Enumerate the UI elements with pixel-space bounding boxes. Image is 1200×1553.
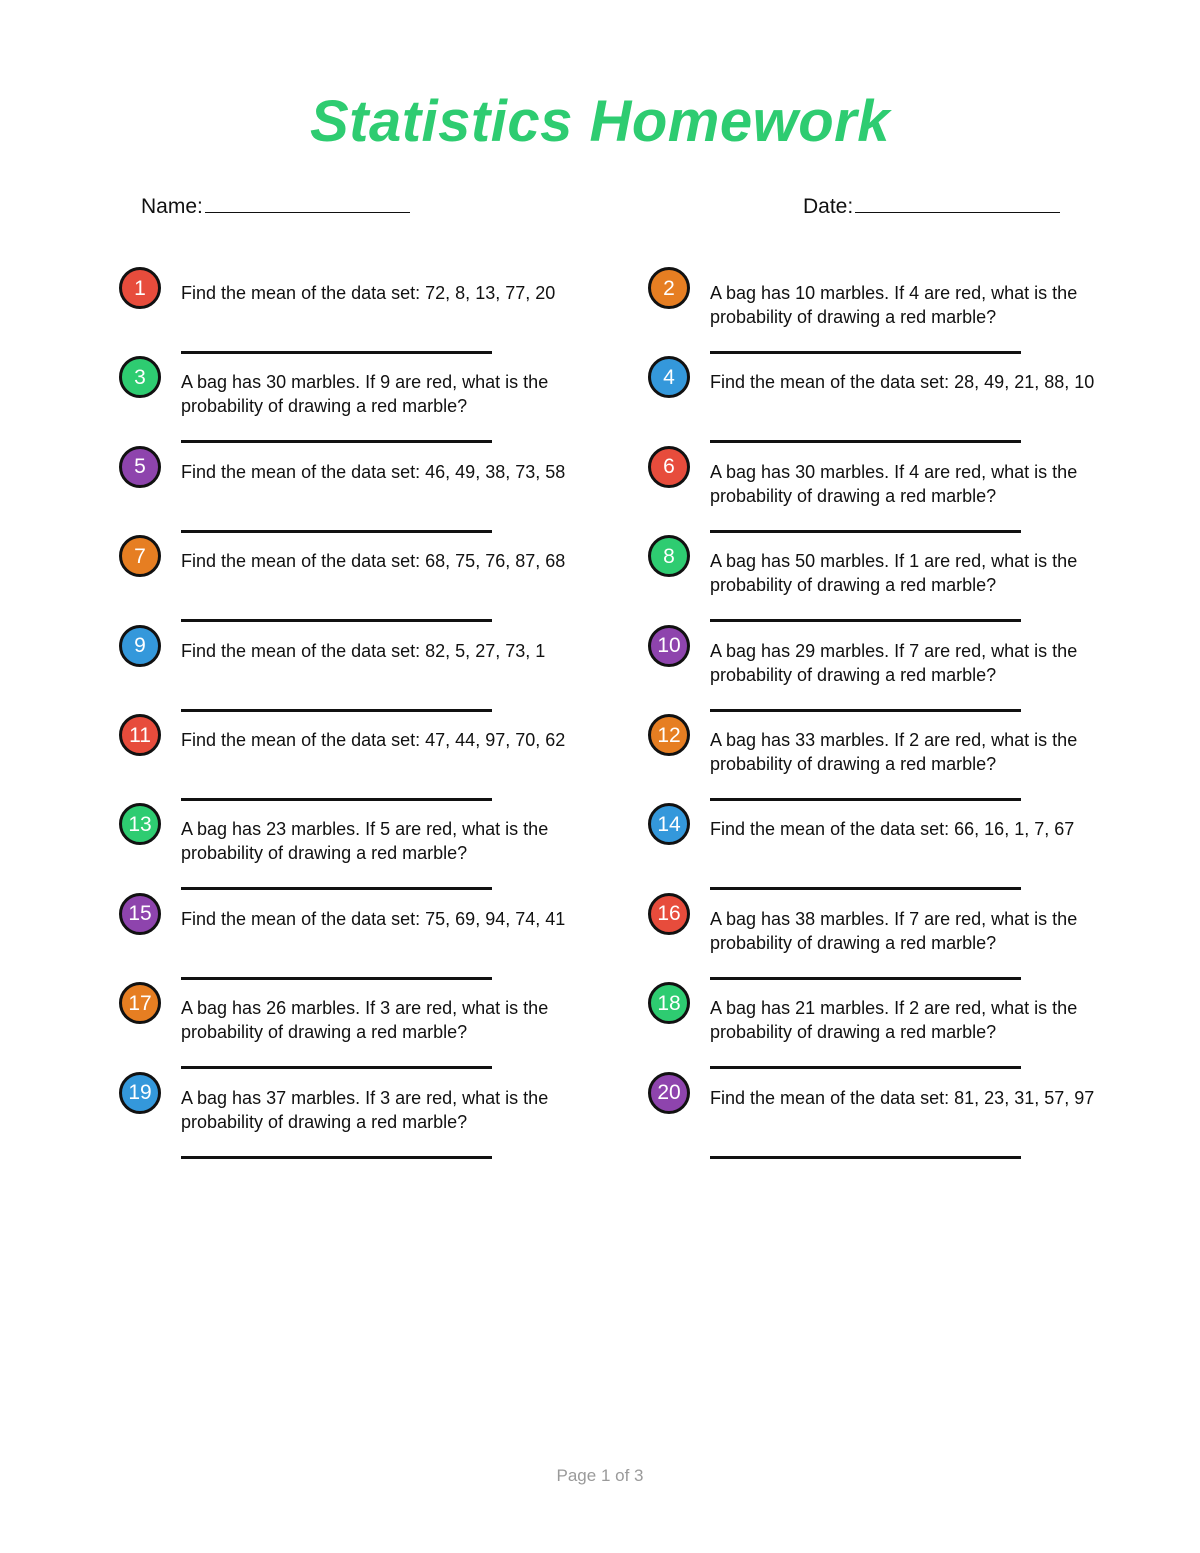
problem-item	[648, 446, 1118, 535]
problem-text: Find the mean of the data set: 68, 75, 76, 87, 68	[181, 551, 566, 572]
answer-line[interactable]	[710, 709, 1021, 712]
problem-number-badge: 17	[119, 982, 161, 1024]
problem-item	[119, 446, 589, 535]
date-label: Date:	[803, 195, 854, 218]
problem-text: Find the mean of the data set: 46, 49, 38, 73, 58	[181, 461, 566, 482]
problem-text: A bag has 38 marbles. If 7 are red, what is the probability of drawing a red marble?	[710, 908, 1078, 953]
answer-line[interactable]	[710, 351, 1021, 354]
problem-number-badge: 1	[119, 267, 161, 309]
answer-line[interactable]	[181, 1066, 492, 1069]
answer-line[interactable]	[181, 709, 492, 712]
problem-text: Find the mean of the data set: 47, 44, 97, 70, 62	[181, 730, 566, 750]
problem-item	[119, 714, 589, 803]
problem-item	[119, 1072, 589, 1161]
problem-text: A bag has 33 marbles. If 2 are red, what is the probability of drawing a red marble?	[710, 730, 1078, 774]
date-field[interactable]	[803, 192, 1060, 219]
answer-line[interactable]	[710, 1066, 1021, 1069]
answer-line[interactable]	[710, 887, 1021, 890]
answer-line[interactable]	[181, 619, 492, 622]
problem-item	[648, 803, 1118, 892]
problem-number-badge: 8	[648, 535, 690, 577]
problem-item	[648, 1072, 1118, 1161]
answer-line[interactable]	[710, 1156, 1021, 1159]
answer-line[interactable]	[181, 530, 492, 533]
name-blank-line[interactable]	[205, 192, 410, 213]
problem-item	[119, 625, 589, 714]
problem-text: A bag has 30 marbles. If 4 are red, what is the probability of drawing a red marble?	[710, 461, 1078, 506]
problem-item	[119, 803, 589, 892]
problem-text: A bag has 10 marbles. If 4 are red, what is the probability of drawing a red marble?	[710, 283, 1078, 327]
problem-item	[648, 893, 1118, 982]
answer-line[interactable]	[710, 619, 1021, 622]
answer-line[interactable]	[181, 440, 492, 443]
problem-text: A bag has 23 marbles. If 5 are red, what is the probability of drawing a red marble?	[181, 819, 549, 864]
problem-number-badge: 4	[648, 356, 690, 398]
problem-text: A bag has 30 marbles. If 9 are red, what is the probability of drawing a red marble?	[181, 372, 549, 417]
problem-item	[119, 535, 589, 624]
problem-number-badge: 12	[648, 714, 690, 756]
problem-number-badge: 6	[648, 446, 690, 488]
problem-number-badge: 9	[119, 625, 161, 667]
name-field[interactable]	[141, 192, 410, 219]
answer-line[interactable]	[710, 440, 1021, 443]
problem-item	[648, 625, 1118, 714]
answer-line[interactable]	[710, 977, 1021, 980]
problem-item	[119, 356, 589, 445]
problem-number-badge: 7	[119, 535, 161, 577]
date-blank-line[interactable]	[855, 192, 1060, 213]
problem-text: A bag has 37 marbles. If 3 are red, what is the probability of drawing a red marble?	[181, 1087, 549, 1132]
problem-item	[648, 356, 1118, 445]
problem-text: A bag has 29 marbles. If 7 are red, what is the probability of drawing a red marble?	[710, 640, 1078, 685]
problem-item	[648, 714, 1118, 803]
problem-text: Find the mean of the data set: 72, 8, 13, 77, 20	[181, 283, 556, 303]
problem-number-badge: 20	[648, 1072, 690, 1114]
problem-item	[648, 982, 1118, 1071]
page-footer: Page 1 of 3	[556, 1466, 644, 1485]
problem-number-badge: 2	[648, 267, 690, 309]
answer-line[interactable]	[710, 530, 1021, 533]
problem-number-badge: 11	[119, 714, 161, 756]
problem-text: A bag has 21 marbles. If 2 are red, what is the probability of drawing a red marble?	[710, 998, 1078, 1043]
page-title: Statistics Homework	[309, 89, 890, 154]
answer-line[interactable]	[181, 1156, 492, 1159]
problem-number-badge: 16	[648, 893, 690, 935]
answer-line[interactable]	[181, 798, 492, 801]
problem-text: Find the mean of the data set: 28, 49, 21, 88, 10	[710, 372, 1095, 393]
problem-number-badge: 13	[119, 803, 161, 845]
problem-number-badge: 3	[119, 356, 161, 398]
name-label: Name:	[141, 195, 203, 218]
problem-item	[648, 267, 1118, 356]
problem-text: A bag has 50 marbles. If 1 are red, what is the probability of drawing a red marble?	[710, 551, 1078, 596]
answer-line[interactable]	[710, 798, 1021, 801]
problem-number-badge: 14	[648, 803, 690, 845]
answer-line[interactable]	[181, 351, 492, 354]
problem-item	[648, 535, 1118, 624]
answer-line[interactable]	[181, 977, 492, 980]
problem-number-badge: 10	[648, 625, 690, 667]
answer-line[interactable]	[181, 887, 492, 890]
problem-number-badge: 5	[119, 446, 161, 488]
problem-item	[119, 267, 589, 356]
problem-number-badge: 15	[119, 893, 161, 935]
problem-text: Find the mean of the data set: 66, 16, 1, 7, 67	[710, 819, 1075, 840]
problem-number-badge: 18	[648, 982, 690, 1024]
problem-text: A bag has 26 marbles. If 3 are red, what is the probability of drawing a red marble?	[181, 998, 549, 1043]
problem-text: Find the mean of the data set: 82, 5, 27, 73, 1	[181, 640, 546, 661]
problem-item	[119, 982, 589, 1071]
problem-text: Find the mean of the data set: 81, 23, 31, 57, 97	[710, 1087, 1095, 1108]
problem-item	[119, 893, 589, 982]
problem-number-badge: 19	[119, 1072, 161, 1114]
problem-text: Find the mean of the data set: 75, 69, 94, 74, 41	[181, 908, 566, 929]
